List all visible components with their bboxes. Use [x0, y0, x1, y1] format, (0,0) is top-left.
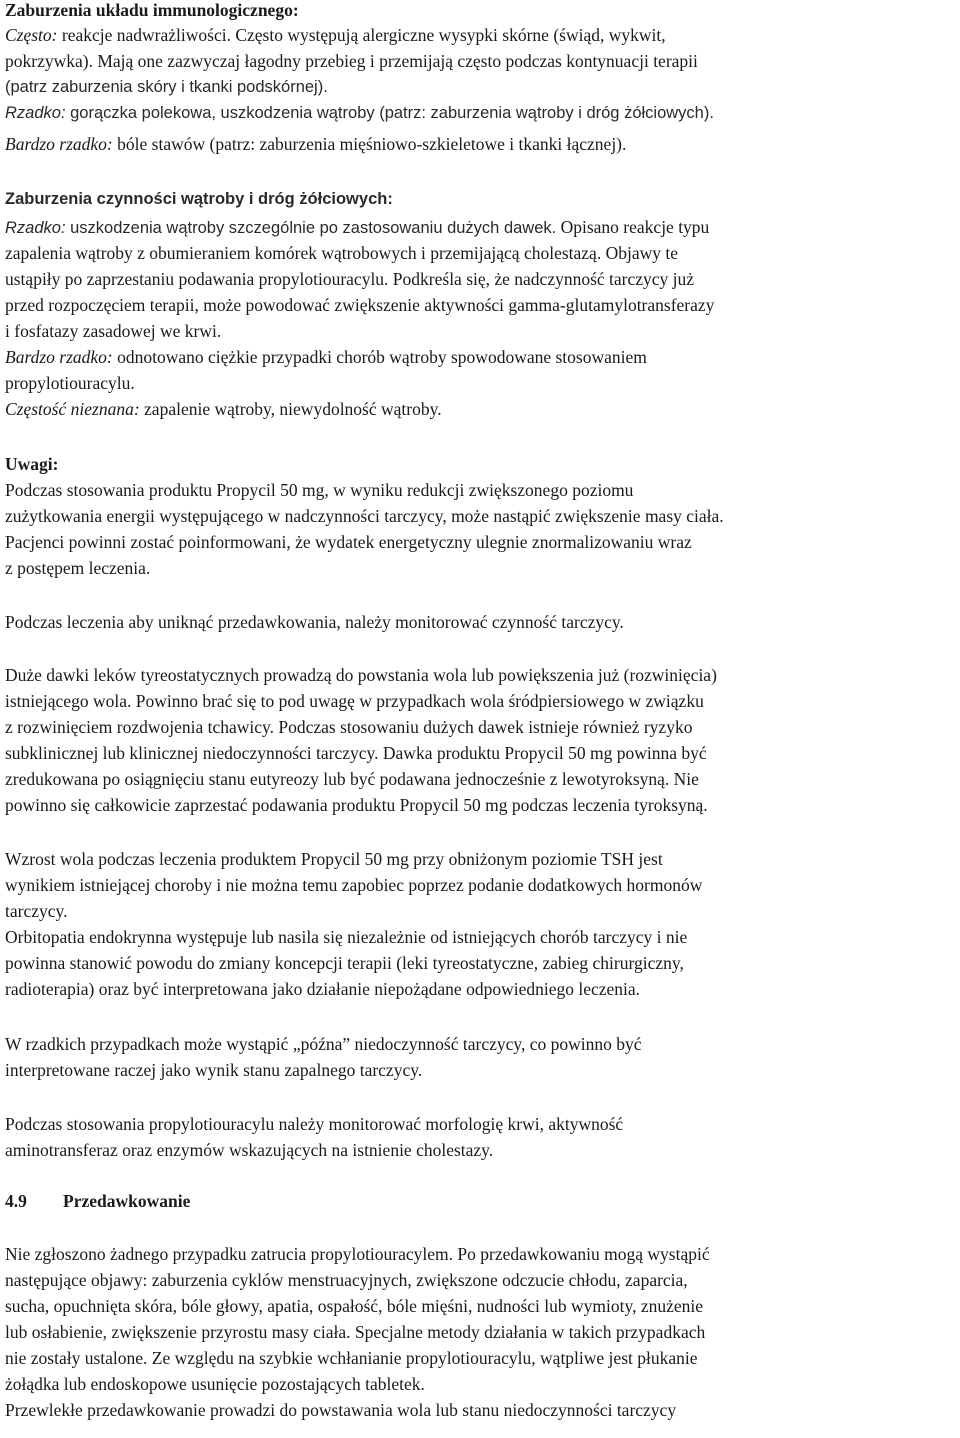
notes-paragraph-line: radioterapia) oraz być interpretowana jako działanie niepożądane odpowiedniego leczenia.: [5, 979, 641, 999]
immune-line-1-text: reakcje nadwrażliwości. Często występują alergiczne wysypki skórne (świąd, wykwit,: [57, 25, 666, 45]
notes-heading: Uwagi:: [5, 454, 59, 474]
liver-line-7: propylotiouracylu.: [5, 373, 135, 393]
liver-line-8: [5, 396, 442, 422]
frequency-label: Częstość nieznana:: [5, 399, 140, 419]
immune-line-4-text: gorączka polekowa, uszkodzenia wątroby (patrz: zaburzenia wątroby i dróg żółciowych).: [65, 104, 714, 122]
notes-paragraph-line: z postępem leczenia.: [5, 558, 151, 578]
notes-paragraph-line: Podczas stosowania propylotiouracylu należy monitorować morfologię krwi, aktywność: [5, 1114, 624, 1134]
notes-paragraph-line: zredukowana po osiągnięciu stanu eutyreozy lub być podawana jednocześnie z lewotyroksyną. Nie: [5, 769, 699, 789]
immune-line-5-text: bóle stawów (patrz: zaburzenia mięśniowo-szkieletowe i tkanki łącznej).: [112, 134, 627, 154]
notes-paragraph-line: zużytkowania energii występującego w nadczynności tarczycy, może nastąpić zwiększenie masy ciała.: [5, 506, 724, 526]
overdose-line: Nie zgłoszono żadnego przypadku zatrucia propylotiouracylem. Po przedawkowaniu mogą wystąpić: [5, 1244, 710, 1264]
immune-line-2: pokrzywka). Mają one zazwyczaj łagodny przebieg i przemijają często podczas kontynuacji terapii: [5, 51, 698, 71]
immune-line-4: [5, 100, 714, 126]
notes-paragraph-line: Orbitopatia endokrynna występuje lub nasila się niezależnie od istniejących chorób tarczycy i nie: [5, 927, 688, 947]
notes-paragraph-line: istniejącego wola. Powinno brać się to pod uwagę w przypadkach wola śródpiersiowego w związku: [5, 691, 704, 711]
liver-line-3: ustąpiły po zaprzestaniu podawania propylotiouracylu. Podkreśla się, że nadczynność tarczycy już: [5, 269, 695, 289]
liver-line-1-text: uszkodzenia wątroby szczególnie po zastosowaniu dużych dawek.: [65, 219, 557, 237]
notes-paragraph-line: tarczycy.: [5, 901, 68, 921]
notes-paragraph-line: W rzadkich przypadkach może wystąpić „późna” niedoczynność tarczycy, co powinno być: [5, 1034, 642, 1054]
overdose-line: sucha, opuchnięta skóra, bóle głowy, apatia, ospałość, bóle mięśni, nudności lub wymioty, znużenie: [5, 1296, 704, 1316]
liver-line-1: [5, 214, 709, 241]
notes-paragraph-line: Wzrost wola podczas leczenia produktem Propycil 50 mg przy obniżonym poziomie TSH jest: [5, 849, 663, 869]
notes-paragraph-line: subklinicznej lub klinicznej niedoczynności tarczycy. Dawka produktu Propycil 50 mg powinna być: [5, 743, 707, 763]
notes-paragraph-line: z rozwinięciem rozdwojenia tchawicy. Podczas stosowaniu dużych dawek istnieje również ryzyko: [5, 717, 693, 737]
notes-paragraph-line: Duże dawki leków tyreostatycznych prowadzą do powstania wola lub powiększenia już (rozwinięcia): [5, 665, 717, 685]
frequency-label: Często:: [5, 25, 58, 45]
liver-line-4: przed rozpoczęciem terapii, może powodować zwiększenie aktywności gamma-glutamylotransferazy: [5, 295, 715, 315]
immune-line-1: [5, 22, 666, 48]
overdose-line: żołądka lub endoskopowe usunięcie pozostających tabletek.: [5, 1374, 425, 1394]
section-heading-overdose: [5, 1188, 190, 1214]
immune-heading: Zaburzenia układu immunologicznego:: [5, 0, 299, 20]
liver-line-2: zapalenia wątroby z obumieraniem komórek wątrobowych i przemijającą cholestazą. Objawy te: [5, 243, 678, 263]
notes-paragraph-line: Pacjenci powinni zostać poinformowani, że wydatek energetyczny ulegnie znormalizowaniu wraz: [5, 532, 692, 552]
liver-line-8-text: zapalenie wątroby, niewydolność wątroby.: [139, 399, 442, 419]
immune-line-5: [5, 131, 626, 157]
frequency-label: Rzadko:: [5, 219, 66, 237]
liver-line-5: i fosfatazy zasadowej we krwi.: [5, 321, 222, 341]
liver-heading: Zaburzenia czynności wątroby i dróg żółciowych:: [5, 190, 393, 208]
liver-line-6: [5, 344, 647, 370]
frequency-label: Bardzo rzadko:: [5, 347, 113, 367]
notes-paragraph-line: wynikiem istniejącej choroby i nie można temu zapobiec poprzez podanie dodatkowych hormonów: [5, 875, 703, 895]
immune-line-3: (patrz zaburzenia skóry i tkanki podskórnej).: [5, 78, 328, 96]
section-title: Przedawkowanie: [63, 1191, 191, 1211]
overdose-line: nie zostały ustalone. Ze względu na szybkie wchłanianie propylotiouracylu, wątpliwe jest płukanie: [5, 1348, 698, 1368]
notes-paragraph-line: powinno się całkowicie zaprzestać podawania produktu Propycil 50 mg podczas leczenia tyroksyną.: [5, 795, 708, 815]
notes-paragraph-line: interpretowane raczej jako wynik stanu zapalnego tarczycy.: [5, 1060, 423, 1080]
notes-paragraph-line: powinna stanowić powodu do zmiany koncepcji terapii (leki tyreostatyczne, zabieg chirurgiczny,: [5, 953, 684, 973]
overdose-line: następujące objawy: zaburzenia cyklów menstruacyjnych, zwiększone odczucie chłodu, zaparcia,: [5, 1270, 688, 1290]
liver-line-6-text: odnotowano ciężkie przypadki chorób wątroby spowodowane stosowaniem: [112, 347, 647, 367]
notes-paragraph-line: aminotransferaz oraz enzymów wskazujących na istnienie cholestazy.: [5, 1140, 494, 1160]
overdose-line: Przewlekłe przedawkowanie prowadzi do powstawania wola lub stanu niedoczynności tarczycy: [5, 1400, 677, 1420]
frequency-label: Bardzo rzadko:: [5, 134, 113, 154]
notes-paragraph-line: Podczas leczenia aby uniknąć przedawkowania, należy monitorować czynność tarczycy.: [5, 612, 624, 632]
liver-line-1-tail: Opisano reakcje typu: [556, 217, 710, 237]
frequency-label: Rzadko:: [5, 104, 66, 122]
overdose-line: lub osłabienie, zwiększenie przyrostu masy ciała. Specjalne metody działania w takich przypadkach: [5, 1322, 706, 1342]
section-number: 4.9: [5, 1191, 27, 1211]
notes-paragraph-line: Podczas stosowania produktu Propycil 50 mg, w wyniku redukcji zwiększonego poziomu: [5, 480, 634, 500]
